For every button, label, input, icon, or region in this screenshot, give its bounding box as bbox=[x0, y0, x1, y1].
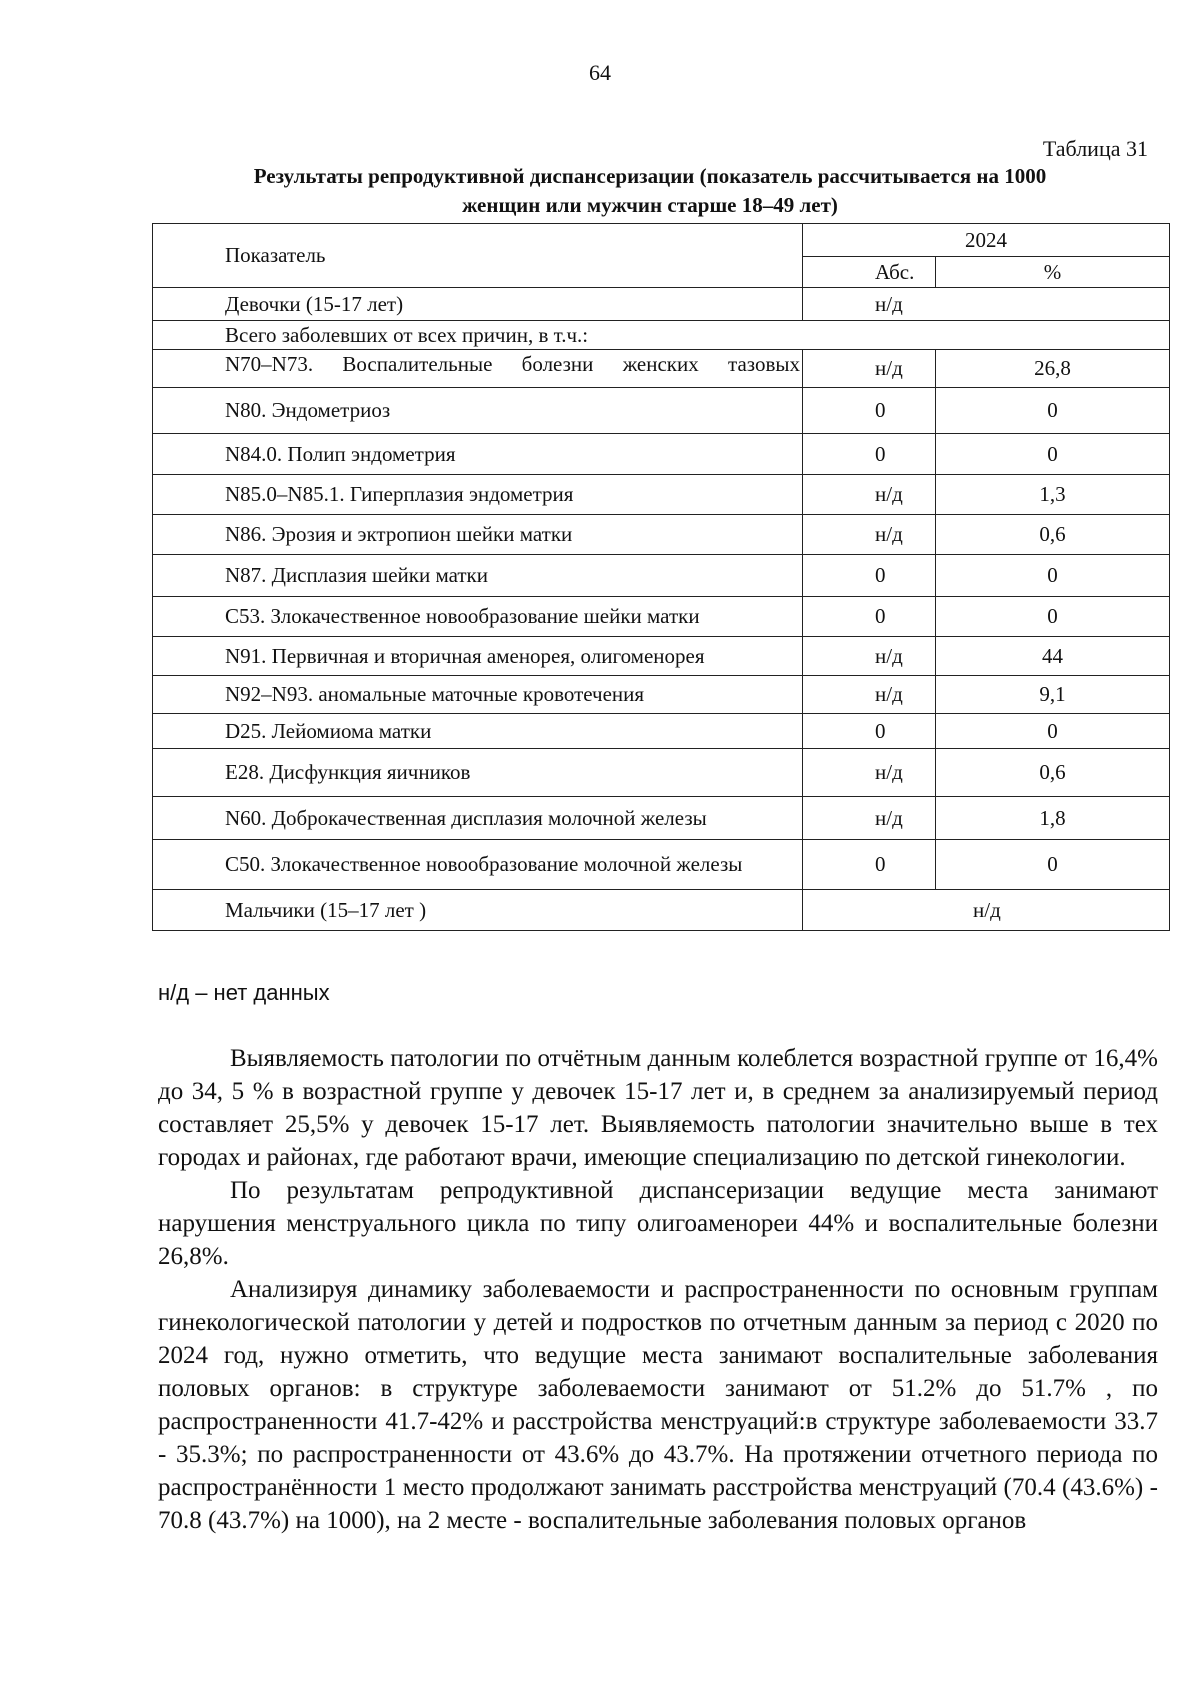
row-abs: 0 bbox=[803, 714, 936, 749]
row-abs: 0 bbox=[803, 597, 936, 637]
row-pct: 0 bbox=[936, 555, 1170, 597]
header-abs: Абс. bbox=[803, 257, 936, 288]
row-abs: 0 bbox=[803, 434, 936, 475]
row-pct: 0 bbox=[936, 714, 1170, 749]
girls-row bbox=[153, 288, 1170, 321]
row-abs: 0 bbox=[803, 388, 936, 434]
row-abs: н/д bbox=[803, 749, 936, 797]
table-row bbox=[153, 840, 1170, 890]
header-indicator: Показатель bbox=[153, 224, 803, 288]
header-row bbox=[153, 224, 1170, 257]
boys-row bbox=[153, 890, 1170, 931]
table-title bbox=[150, 162, 1150, 220]
row-name: N60. Доброкачественная дисплазия молочной железы bbox=[153, 797, 803, 840]
row-pct: 9,1 bbox=[936, 676, 1170, 714]
row-pct: 44 bbox=[936, 637, 1170, 676]
row-pct: 0,6 bbox=[936, 749, 1170, 797]
row-pct: 26,8 bbox=[936, 350, 1170, 388]
page-number: 64 bbox=[589, 60, 611, 85]
row-name-words bbox=[225, 352, 802, 377]
row-pct: 0,6 bbox=[936, 515, 1170, 555]
row-abs: 0 bbox=[803, 840, 936, 890]
boys-label: Мальчики (15–17 лет ) bbox=[153, 890, 803, 931]
row-name: N86. Эрозия и эктропион шейки матки bbox=[153, 515, 803, 555]
footnote: н/д – нет данных bbox=[158, 980, 330, 1005]
row-name: N84.0. Полип эндометрия bbox=[153, 434, 803, 475]
table-row bbox=[153, 637, 1170, 676]
row-name: N87. Дисплазия шейки матки bbox=[153, 555, 803, 597]
row-pct: 0 bbox=[936, 434, 1170, 475]
row-name-word: тазовых bbox=[728, 352, 800, 376]
row-name: N91. Первичная и вторичная аменорея, олигоменорея bbox=[153, 637, 803, 676]
total-row bbox=[153, 321, 1170, 350]
row-name: С53. Злокачественное новообразование шейки матки bbox=[153, 597, 803, 637]
table-row bbox=[153, 797, 1170, 840]
table-row bbox=[153, 555, 1170, 597]
table-row bbox=[153, 434, 1170, 475]
table-label: Таблица 31 bbox=[1042, 136, 1148, 161]
row-abs: н/д bbox=[803, 475, 936, 515]
row-name-word: болезни bbox=[521, 352, 594, 376]
row-abs: 0 bbox=[803, 555, 936, 597]
header-pct: % bbox=[936, 257, 1170, 288]
row-name: E28. Дисфункция яичников bbox=[153, 749, 803, 797]
table-body bbox=[153, 388, 1170, 890]
row-pct: 1,3 bbox=[936, 475, 1170, 515]
row-pct: 0 bbox=[936, 388, 1170, 434]
row-abs: н/д bbox=[803, 637, 936, 676]
table-row bbox=[153, 515, 1170, 555]
paragraph: Выявляемость патологии по отчётным данным колеблется возрастной группе от 16,4% до 34, 5 % в возрастной группе у девочек 15-17 лет и, в среднем за анализируемый период составляет 25,5% у девочек 15-17 лет. Выявляемость патологии значительно выше в тех городах и районах, где работают врачи, имеющие специализацию по детской гинекологии. bbox=[158, 1045, 1158, 1171]
row-name-word: Воспалительные bbox=[342, 352, 493, 376]
row-name: N80. Эндометриоз bbox=[153, 388, 803, 434]
girls-value: н/д bbox=[803, 288, 1170, 321]
total-label: Всего заболевших от всех причин, в т.ч.: bbox=[153, 321, 1170, 350]
row-pct: 0 bbox=[936, 840, 1170, 890]
table-row bbox=[153, 475, 1170, 515]
row-abs: н/д bbox=[803, 797, 936, 840]
row-abs: н/д bbox=[803, 350, 936, 388]
row-name: N85.0–N85.1. Гиперплазия эндометрия bbox=[153, 475, 803, 515]
row-pct: 1,8 bbox=[936, 797, 1170, 840]
row-abs: н/д bbox=[803, 676, 936, 714]
boys-value: н/д bbox=[803, 890, 1170, 931]
row-abs: н/д bbox=[803, 515, 936, 555]
row-name-word: женских bbox=[622, 352, 699, 376]
table-row bbox=[153, 597, 1170, 637]
paragraph: Анализируя динамику заболеваемости и распространенности по основным группам гинекологической патологии у детей и подростков по отчетным данным за период с 2020 по 2024 год, нужно отметить, что ведущие места занимают воспалительные заболевания половых органов: в структуре заболеваемости занимают от 51.2% до 51.7% , по распространенности 41.7-42% и расстройства менструаций:в структуре заболеваемости 33.7 - 35.3%; по распространенности от 43.6% до 43.7%. На протяжении отчетного периода по распространённости 1 место продолжают занимать расстройства менструаций (70.4 (43.6%) - 70.8 (43.7%) на 1000), на 2 месте - воспалительные заболевания половых органов bbox=[158, 1276, 1158, 1534]
row-name: С50. Злокачественное новообразование молочной железы bbox=[153, 840, 803, 890]
table-row bbox=[153, 714, 1170, 749]
row-name-word: N70–N73. bbox=[225, 352, 314, 376]
row-pct: 0 bbox=[936, 597, 1170, 637]
header-year: 2024 bbox=[803, 224, 1170, 257]
body-text bbox=[158, 1042, 1158, 1537]
row-name: N92–N93. аномальные маточные кровотечения bbox=[153, 676, 803, 714]
table-row bbox=[153, 388, 1170, 434]
row-name: D25. Лейомиома матки bbox=[153, 714, 803, 749]
table-row bbox=[153, 676, 1170, 714]
paragraph: По результатам репродуктивной диспансеризации ведущие места занимают нарушения менструального цикла по типу олигоаменореи 44% и воспалительные болезни 26,8%. bbox=[158, 1177, 1158, 1270]
girls-label: Девочки (15-17 лет) bbox=[153, 288, 803, 321]
table-title-line: Результаты репродуктивной диспансеризации (показатель рассчитывается на 1000 bbox=[253, 164, 1047, 188]
table-row bbox=[153, 749, 1170, 797]
table-title-line: женщин или мужчин старше 18–49 лет) bbox=[462, 193, 838, 217]
table-row bbox=[153, 350, 1170, 388]
results-table bbox=[152, 223, 1170, 931]
row-name bbox=[153, 350, 803, 388]
